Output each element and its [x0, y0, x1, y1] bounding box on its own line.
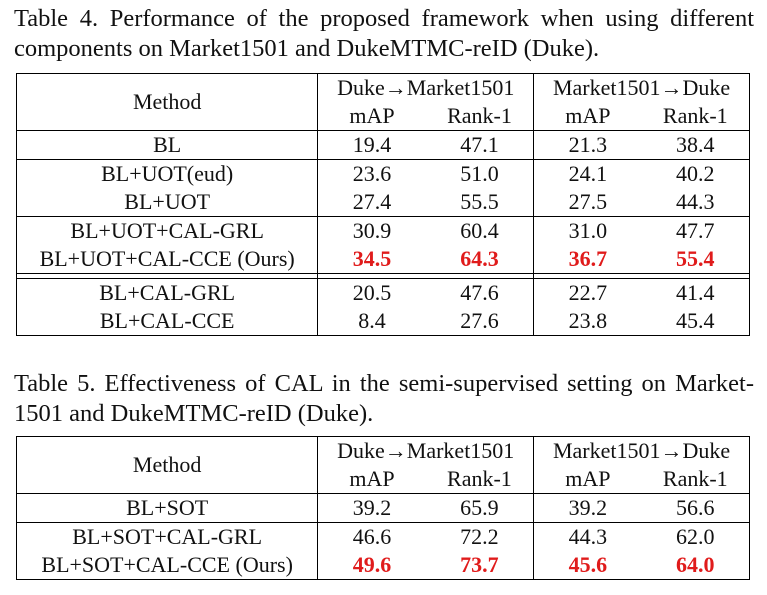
method-cell: BL+CAL-CCE	[17, 307, 318, 336]
table-row	[17, 188, 750, 217]
value-cell: 24.1	[534, 160, 642, 189]
group-header-duke-to-market: Duke→Market1501	[318, 437, 534, 466]
table-4	[16, 73, 750, 336]
table-row	[17, 307, 750, 336]
value-cell: 38.4	[642, 131, 750, 160]
method-cell: BL	[17, 131, 318, 160]
sub-header-rank1: Rank-1	[642, 465, 750, 494]
best-value-cell: 36.7	[568, 246, 608, 271]
value-cell: 72.2	[426, 523, 534, 552]
method-cell: BL+UOT+CAL-CCE (Ours)	[17, 245, 318, 274]
method-header: Method	[17, 74, 318, 131]
sub-header-rank1: Rank-1	[426, 465, 534, 494]
value-cell: 19.4	[318, 131, 426, 160]
method-header: Method	[17, 437, 318, 494]
value-cell: 47.1	[426, 131, 534, 160]
method-cell: BL+SOT+CAL-GRL	[17, 523, 318, 552]
best-value-cell: 55.4	[642, 245, 750, 274]
value-cell: 56.6	[642, 494, 750, 523]
value-cell: 27.5	[568, 189, 608, 214]
value-cell: 45.4	[642, 307, 750, 336]
value-cell: 51.0	[426, 160, 534, 189]
method-cell: BL+SOT+CAL-CCE (Ours)	[17, 551, 318, 580]
method-cell: BL+SOT	[17, 494, 318, 523]
value-cell: 41.4	[642, 279, 750, 308]
table-5-caption: Table 5. Effectiveness of CAL in the semi-supervised setting on Market-1501 and DukeMTMC-reID (Duke).	[14, 370, 754, 427]
value-cell: 30.9	[318, 217, 426, 246]
value-cell: 23.8	[568, 308, 608, 333]
best-value-cell: 34.5	[352, 246, 392, 271]
value-cell: 39.2	[318, 494, 426, 523]
value-cell: 22.7	[534, 279, 642, 308]
table-row	[17, 217, 750, 246]
sub-header-map: mAP	[565, 466, 611, 491]
value-cell: 44.3	[642, 188, 750, 217]
value-cell: 40.2	[642, 160, 750, 189]
sub-header-rank1: Rank-1	[642, 102, 750, 131]
table-row	[17, 551, 750, 580]
value-cell: 60.4	[426, 217, 534, 246]
table-row	[17, 279, 750, 308]
value-cell: 46.6	[318, 523, 426, 552]
sub-header-map: mAP	[565, 103, 611, 128]
best-value-cell: 64.0	[642, 551, 750, 580]
value-cell: 21.3	[534, 131, 642, 160]
sub-header-rank1: Rank-1	[426, 102, 534, 131]
table-4-caption: Table 4. Performance of the proposed framework when using different components on Market1501 and DukeMTMC-reID (Duke).	[14, 5, 754, 62]
group-header-duke-to-market: Duke→Market1501	[318, 74, 534, 103]
table-row	[17, 160, 750, 189]
value-cell: 47.6	[426, 279, 534, 308]
value-cell: 31.0	[534, 217, 642, 246]
sub-header-map: mAP	[349, 466, 395, 491]
table-row	[17, 131, 750, 160]
value-cell: 55.5	[426, 188, 534, 217]
table-row	[17, 523, 750, 552]
table-row	[17, 494, 750, 523]
group-header-market-to-duke: Market1501→Duke	[534, 437, 750, 466]
value-cell: 27.6	[426, 307, 534, 336]
value-cell: 8.4	[358, 308, 386, 333]
best-value-cell: 49.6	[352, 552, 392, 577]
best-value-cell: 64.3	[426, 245, 534, 274]
method-cell: BL+UOT(eud)	[17, 160, 318, 189]
sub-header-map: mAP	[349, 103, 395, 128]
value-cell: 44.3	[534, 523, 642, 552]
value-cell: 39.2	[534, 494, 642, 523]
group-header-market-to-duke: Market1501→Duke	[534, 74, 750, 103]
method-cell: BL+UOT+CAL-GRL	[17, 217, 318, 246]
value-cell: 20.5	[318, 279, 426, 308]
value-cell: 23.6	[318, 160, 426, 189]
table-row	[17, 245, 750, 274]
method-cell: BL+UOT	[17, 188, 318, 217]
value-cell: 65.9	[426, 494, 534, 523]
value-cell: 47.7	[642, 217, 750, 246]
best-value-cell: 45.6	[568, 552, 608, 577]
value-cell: 62.0	[642, 523, 750, 552]
method-cell: BL+CAL-GRL	[17, 279, 318, 308]
best-value-cell: 73.7	[426, 551, 534, 580]
value-cell: 27.4	[352, 189, 392, 214]
table-5	[16, 436, 750, 580]
